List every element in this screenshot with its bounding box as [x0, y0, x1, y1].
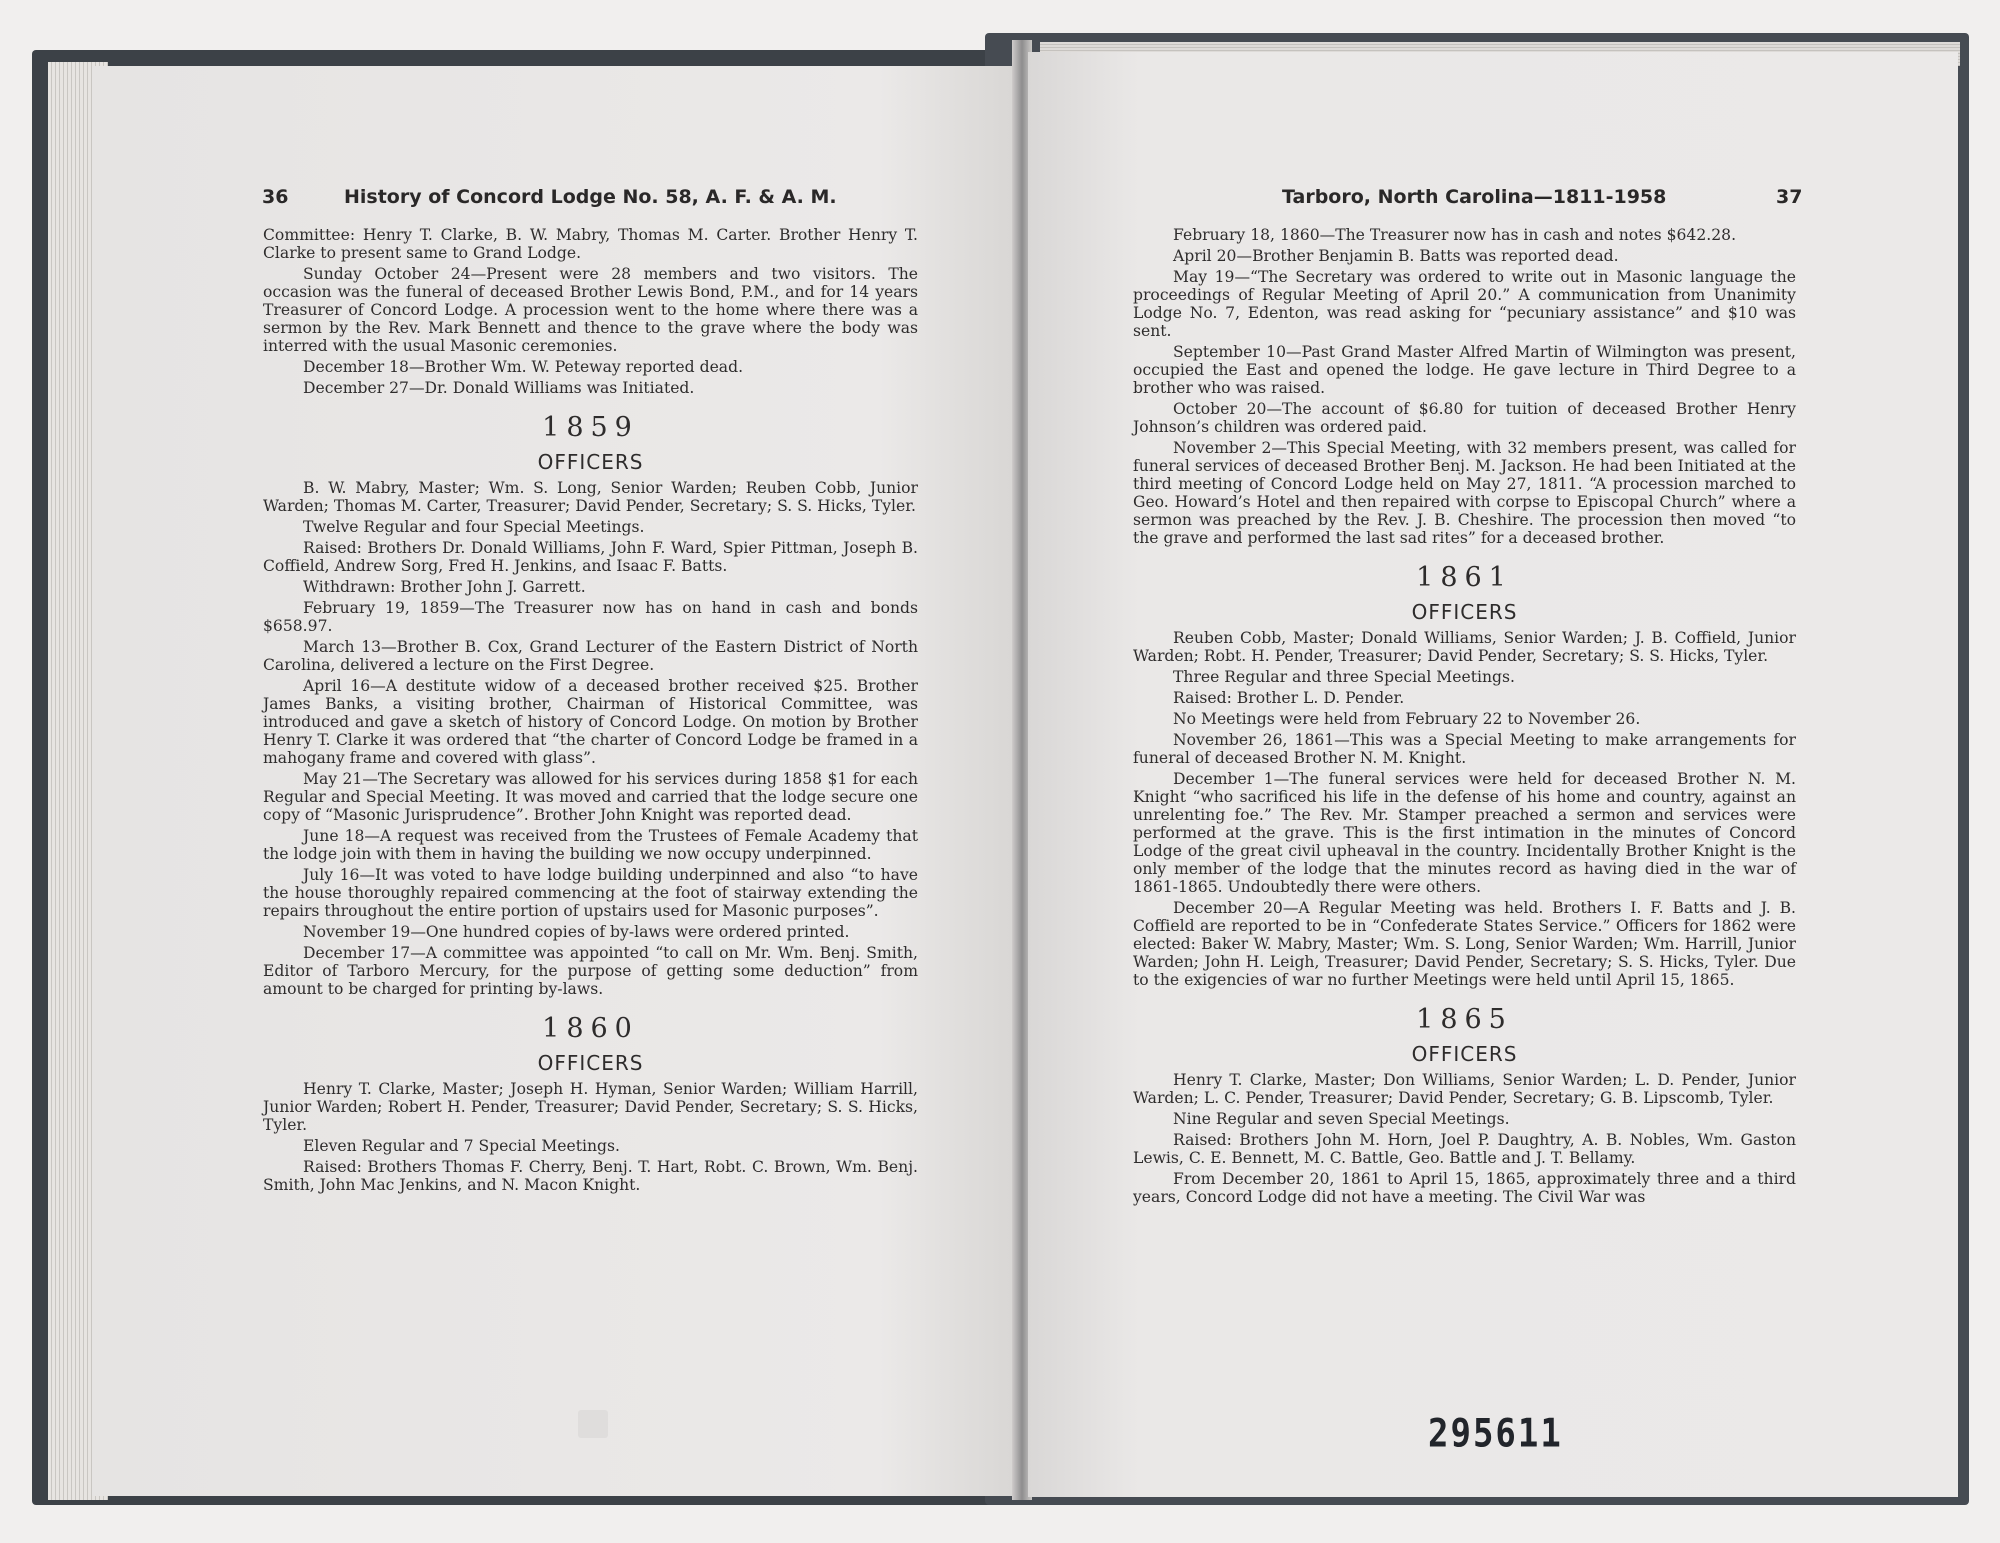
year-heading-1861: 1861 — [1416, 562, 1513, 593]
page-smudge — [578, 1410, 608, 1438]
paragraph: Sunday October 24—Present were 28 members and two visitors. The occasion was the funeral of deceased Brother Lewis Bond, P.M., and for 14 years Treasurer of Concord Lodge. A procession went to the home where there was a sermon by the Rev. Mark Bennett and thence to the grave where the body was interred with the usual Masonic ceremonies. — [263, 265, 918, 355]
paragraph: September 10—Past Grand Master Alfred Martin of Wilmington was present, occupied the East and opened the lodge. He gave lecture in Third Degree to a brother who was raised. — [1133, 343, 1796, 397]
paragraph: April 20—Brother Benjamin B. Batts was reported dead. — [1173, 247, 1619, 265]
paragraph: November 2—This Special Meeting, with 32 members present, was called for funeral services of deceased Brother Benj. M. Jackson. He had been Initiated at the third meeting of Concord Lodge held on May 27, 1811. “A procession marched to Geo. Howard’s Hotel and then repaired with corpse to Episcopal Church” where a sermon was preached by the Rev. J. B. Cheshire. The procession then moved “to the grave and performed the last sad rites” for a deceased brother. — [1133, 439, 1796, 547]
paragraph: Reuben Cobb, Master; Donald Williams, Senior Warden; J. B. Coffield, Junior Warden; Robt. H. Pender, Treasurer; David Pender, Secretary; S. S. Hicks, Tyler. — [1133, 629, 1796, 665]
paragraph: Withdrawn: Brother John J. Garrett. — [303, 578, 586, 596]
paragraph: July 16—It was voted to have lodge building underpinned and also “to have the house thoroughly repaired commencing at the foot of stairway extending the repairs throughout the entire portion of upstairs used for Masonic purposes”. — [263, 866, 918, 920]
paragraph: December 20—A Regular Meeting was held. Brothers I. F. Batts and J. B. Coffield are reported to be in “Confederate States Service.” Officers for 1862 were elected: Baker W. Mabry, Master; Wm. S. Long, Senior Warden; Wm. Harrill, Junior Warden; John H. Leigh, Treasurer; David Pender, Secretary; S. S. Hicks, Tyler. Due to the exigencies of war no further Meetings were held until April 15, 1865. — [1133, 899, 1796, 989]
paragraph: B. W. Mabry, Master; Wm. S. Long, Senior Warden; Reuben Cobb, Junior Warden; Thomas M. Carter, Treasurer; David Pender, Secretary; S. S. Hicks, Tyler. — [263, 479, 918, 515]
paragraph: Raised: Brothers Dr. Donald Williams, John F. Ward, Spier Pittman, Joseph B. Coffield, Andrew Sorg, Fred H. Jenkins, and Isaac F. Batts. — [263, 539, 918, 575]
paragraph: From December 20, 1861 to April 15, 1865, approximately three and a third years, Concord Lodge did not have a meeting. The Civil War was — [1133, 1170, 1796, 1206]
paragraph: Raised: Brothers John M. Horn, Joel P. Daughtry, A. B. Nobles, Wm. Gaston Lewis, C. E. Bennett, M. C. Battle, Geo. Battle and J. T. Bellamy. — [1133, 1131, 1796, 1167]
paragraph: February 19, 1859—The Treasurer now has on hand in cash and bonds $658.97. — [263, 599, 918, 635]
paragraph: February 18, 1860—The Treasurer now has in cash and notes $642.28. — [1173, 226, 1737, 244]
paragraph: Raised: Brothers Thomas F. Cherry, Benj. T. Hart, Robt. C. Brown, Wm. Benj. Smith, John Mac Jenkins, and N. Macon Knight. — [263, 1158, 918, 1194]
left-running-head — [262, 186, 922, 212]
paragraph: October 20—The account of $6.80 for tuition of deceased Brother Henry Johnson’s children was ordered paid. — [1133, 400, 1796, 436]
right-page-body — [1133, 226, 1796, 1209]
paragraph: May 19—“The Secretary was ordered to write out in Masonic language the proceedings of Regular Meeting of April 20.” A communication from Unanimity Lodge No. 7, Edenton, was read asking for “pecuniary assistance” and $10 was sent. — [1133, 268, 1796, 340]
paragraph: March 13—Brother B. Cox, Grand Lecturer of the Eastern District of North Carolina, delivered a lecture on the First Degree. — [263, 638, 918, 674]
officers-heading-1859: OFFICERS — [537, 450, 644, 474]
officers-heading-1865: OFFICERS — [1411, 1042, 1518, 1066]
left-page-number: 36 — [262, 186, 289, 208]
paragraph: Three Regular and three Special Meetings. — [1173, 668, 1515, 686]
paragraph: December 17—A committee was appointed “to call on Mr. Wm. Benj. Smith, Editor of Tarboro Mercury, for the purpose of getting some deduction” from amount to be charged for printing by-laws. — [263, 944, 918, 998]
paragraph: November 26, 1861—This was a Special Meeting to make arrangements for funeral of deceased Brother N. M. Knight. — [1133, 731, 1796, 767]
paragraph: June 18—A request was received from the Trustees of Female Academy that the lodge join with them in having the building we now occupy underpinned. — [263, 827, 918, 863]
paragraph: Eleven Regular and 7 Special Meetings. — [303, 1137, 620, 1155]
right-running-title: Tarboro, North Carolina—1811-1958 — [1282, 186, 1667, 208]
paragraph: Henry T. Clarke, Master; Don Williams, Senior Warden; L. D. Pender, Junior Warden; L. C. Pender, Treasurer; David Pender, Secretary; G. B. Lipscomb, Tyler. — [1133, 1071, 1796, 1107]
paragraph: November 19—One hundred copies of by-laws were ordered printed. — [303, 923, 850, 941]
paragraph: Nine Regular and seven Special Meetings. — [1173, 1110, 1510, 1128]
right-running-head — [1282, 186, 1802, 212]
paragraph: December 18—Brother Wm. W. Peteway reported dead. — [303, 358, 744, 376]
accession-number: 295611 — [1428, 1411, 1563, 1457]
left-running-title: History of Concord Lodge No. 58, A. F. & A. M. — [344, 186, 837, 208]
paragraph: May 21—The Secretary was allowed for his services during 1858 $1 for each Regular and Special Meeting. It was moved and carried that the lodge secure one copy of “Masonic Jurisprudence”. Brother John Knight was reported dead. — [263, 770, 918, 824]
paragraph: No Meetings were held from February 22 to November 26. — [1173, 710, 1641, 728]
paragraph: Twelve Regular and four Special Meetings. — [303, 518, 645, 536]
paragraph: April 16—A destitute widow of a deceased brother received $25. Brother James Banks, a visiting brother, Chairman of Historical Committee, was introduced and gave a sketch of history of Concord Lodge. On motion by Brother Henry T. Clarke it was ordered that “the charter of Concord Lodge be framed in a mahogany frame and covered with glass”. — [263, 677, 918, 767]
right-page-number: 37 — [1776, 186, 1803, 208]
officers-heading-1860: OFFICERS — [537, 1051, 644, 1075]
paragraph: Henry T. Clarke, Master; Joseph H. Hyman, Senior Warden; William Harrill, Junior Warden; Robert H. Pender, Treasurer; David Pender, Secretary; S. S. Hicks, Tyler. — [263, 1080, 918, 1134]
year-heading-1859: 1859 — [542, 412, 639, 443]
year-heading-1860: 1860 — [542, 1013, 639, 1044]
paragraph: December 1—The funeral services were held for deceased Brother N. M. Knight “who sacrificed his life in the defense of his home and country, against an unrelenting foe.” The Rev. Mr. Stamper preached a sermon and services were performed at the grave. This is the first intimation in the minutes of Concord Lodge of the great civil upheaval in the country. Incidentally Brother Knight is the only member of the lodge that the minutes record as having died in the war of 1861-1865. Undoubtedly there were others. — [1133, 770, 1796, 896]
paragraph: Committee: Henry T. Clarke, B. W. Mabry, Thomas M. Carter. Brother Henry T. Clarke to present same to Grand Lodge. — [263, 226, 918, 262]
paragraph: December 27—Dr. Donald Williams was Initiated. — [303, 379, 695, 397]
left-page-body — [263, 226, 918, 1197]
year-heading-1865: 1865 — [1416, 1004, 1513, 1035]
officers-heading-1861: OFFICERS — [1411, 600, 1518, 624]
paragraph: Raised: Brother L. D. Pender. — [1173, 689, 1405, 707]
